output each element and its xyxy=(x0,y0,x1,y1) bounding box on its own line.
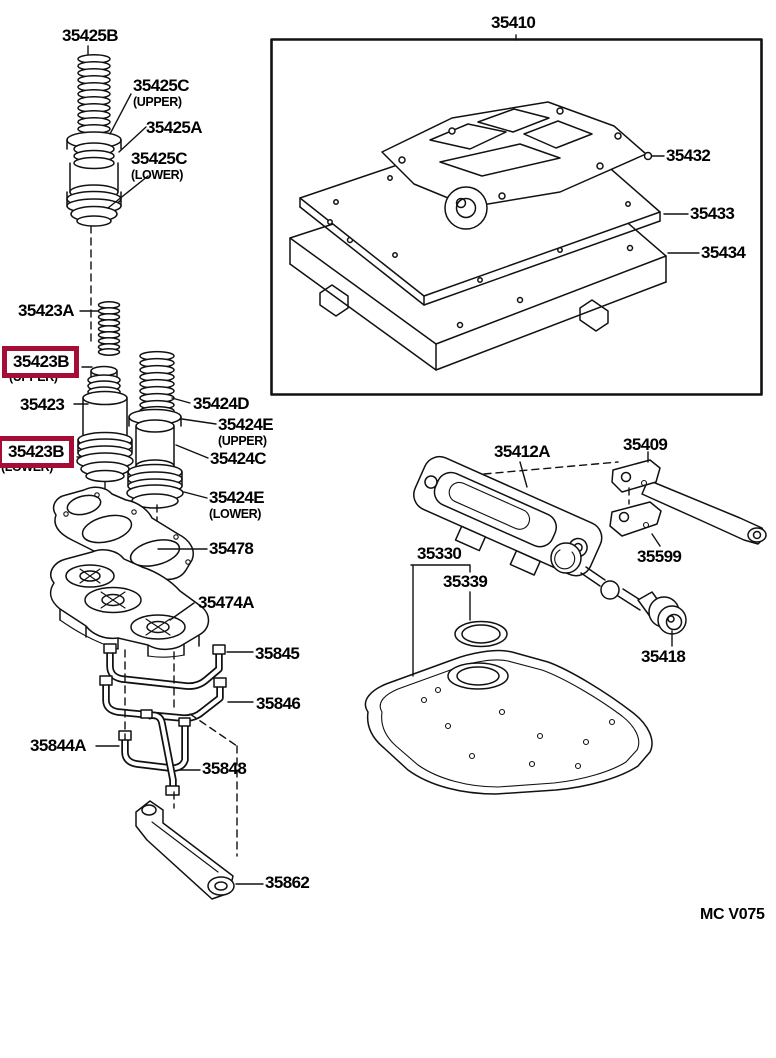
part-label-35474a[interactable]: 35474A xyxy=(198,593,254,612)
piston-35424C-drawing xyxy=(127,410,216,509)
highlighted-part-label-35423b-upper[interactable]: 35423B xyxy=(2,346,79,378)
part-label-35425c-upper[interactable] xyxy=(133,77,189,109)
part-qualifier: (LOWER) xyxy=(131,168,184,182)
diagram-code: MC V075 xyxy=(700,906,765,923)
part-label-35410[interactable]: 35410 xyxy=(491,13,536,32)
part-label-35424d[interactable]: 35424D xyxy=(193,394,249,413)
part-label-35478[interactable]: 35478 xyxy=(209,539,254,558)
part-label-35424e-upper[interactable] xyxy=(218,416,273,448)
part-label-35862[interactable]: 35862 xyxy=(265,873,310,892)
part-label-35330[interactable]: 35330 xyxy=(417,544,462,563)
part-number: 35424E xyxy=(218,415,274,434)
part-label-35418[interactable]: 35418 xyxy=(641,647,686,666)
part-qualifier: (LOWER) xyxy=(209,507,262,521)
part-label-35599[interactable]: 35599 xyxy=(637,547,682,566)
o-ring-35339-drawing xyxy=(455,592,507,647)
accumulator-spring-35425B-drawing xyxy=(78,46,110,133)
part-label-35423[interactable]: 35423 xyxy=(20,395,65,414)
part-label-35844a[interactable]: 35844A xyxy=(30,736,86,755)
part-label-35412a[interactable]: 35412A xyxy=(494,442,550,461)
spring-35423A-drawing xyxy=(80,302,120,355)
part-label-35846[interactable]: 35846 xyxy=(256,694,301,713)
part-number: 35425C xyxy=(133,76,189,95)
valve-body-35412A-drawing xyxy=(403,452,607,595)
part-label-35425a[interactable]: 35425A xyxy=(146,118,202,137)
part-label-35848[interactable]: 35848 xyxy=(202,759,247,778)
bolt-dot xyxy=(645,153,652,160)
part-label-35424e-lower[interactable] xyxy=(209,489,264,521)
part-label-35845[interactable]: 35845 xyxy=(255,644,300,663)
spring-35424D-drawing xyxy=(140,352,190,416)
part-label-35432[interactable]: 35432 xyxy=(666,146,711,165)
part-label-35425c-lower[interactable] xyxy=(131,150,187,182)
part-qualifier: (UPPER) xyxy=(218,434,267,448)
highlighted-part-label-35423b-lower[interactable]: 35423B xyxy=(0,436,74,468)
part-label-35409[interactable]: 35409 xyxy=(623,435,668,454)
axis-dashed xyxy=(484,462,618,474)
part-label-35433[interactable]: 35433 xyxy=(690,204,735,223)
oil-tube-35848-drawing xyxy=(141,710,200,795)
part-qualifier: (UPPER) xyxy=(133,95,182,109)
bracket-35599-drawing xyxy=(610,502,661,546)
part-number: 35424E xyxy=(209,488,265,507)
part-label-35425b[interactable]: 35425B xyxy=(62,26,118,45)
piston-35423-drawing xyxy=(74,367,133,482)
part-label-35423a[interactable]: 35423A xyxy=(18,301,74,320)
oil-tube-35845-drawing xyxy=(104,644,253,686)
bracket-35862-drawing xyxy=(136,801,263,899)
part-number: 35425C xyxy=(131,149,187,168)
part-label-35434[interactable]: 35434 xyxy=(701,243,746,262)
part-label-35339[interactable]: 35339 xyxy=(443,572,488,591)
part-label-35424c[interactable]: 35424C xyxy=(210,449,266,468)
oil-tube-35844A-drawing xyxy=(96,718,190,768)
solenoid-35418-drawing xyxy=(581,567,686,646)
